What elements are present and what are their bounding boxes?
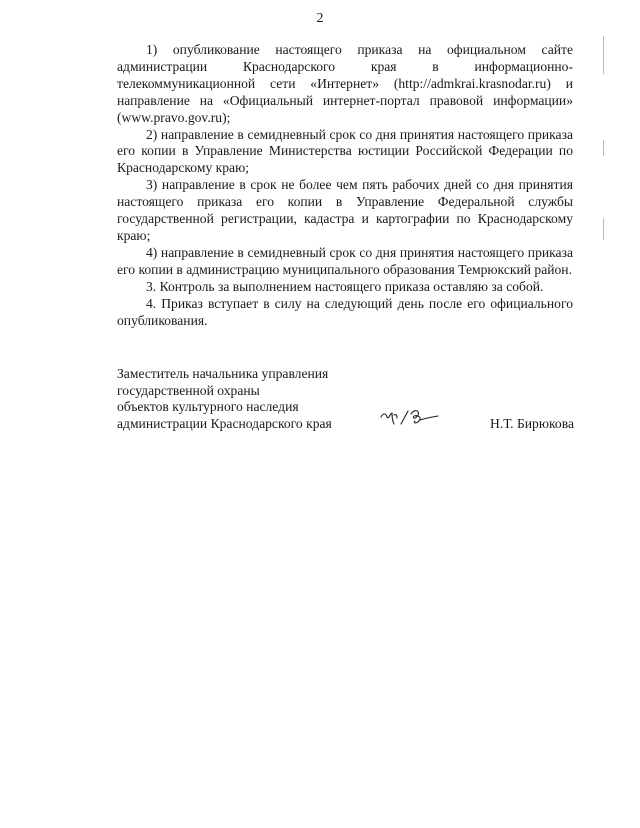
position-line: администрации Краснодарского края — [117, 416, 332, 432]
position-line: государственной охраны — [117, 382, 260, 398]
paragraph-item-3: 3) направление в срок не более чем пять рабочих дней со дня принятия настоящего приказа его копии в Управление Федеральной службы государственной регистрации, кадастра и картографии по Краснодарскому краю; — [117, 177, 573, 243]
position-line: Заместитель начальника управления — [117, 366, 329, 381]
paragraph-item-4: 4) направление в семидневный срок со дня принятия настоящего приказа его копии в администрацию муниципального образования Темрюкский район. — [117, 244, 573, 277]
paragraph-effective: 4. Приказ вступает в силу на следующий день после его официального опубликования. — [117, 295, 573, 328]
signer-name: Н.Т. Бирюкова — [490, 416, 574, 431]
page-number: 2 — [316, 11, 324, 26]
handwritten-signature — [378, 405, 440, 429]
paragraph-item-1: 1) опубликование настоящего приказа на официальном сайте администрации Краснодарского края в информационно-телекоммуникационной сети «Интернет» (http://admkrai.krasnodar.ru) и направление на «Официальный интернет-портал правовой информации» (www.pravo.gov.ru); — [117, 42, 573, 125]
document-body — [117, 42, 573, 329]
scan-artifact — [603, 218, 604, 240]
paragraph-item-2: 2) направление в семидневный срок со дня принятия настоящего приказа его копии в Управление Министерства юстиции Российской Федерации по Краснодарскому краю; — [117, 126, 573, 176]
position-line: объектов культурного наследия — [117, 399, 299, 415]
scan-artifact — [603, 36, 604, 74]
signer-position — [117, 366, 332, 433]
scan-artifact — [603, 140, 604, 156]
paragraph-control: 3. Контроль за выполнением настоящего приказа оставляю за собой. — [146, 278, 544, 294]
